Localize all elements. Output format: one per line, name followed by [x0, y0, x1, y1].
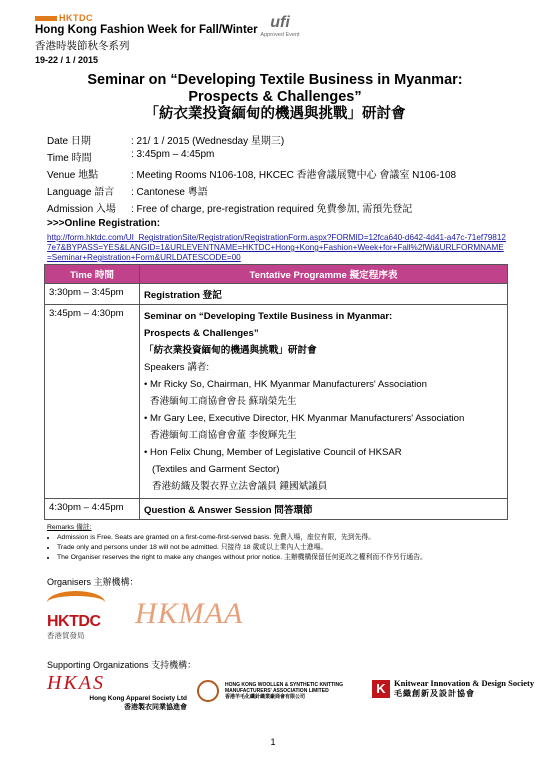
title-line1: Seminar on “Developing Textile Business in Myanmar: — [87, 72, 463, 88]
event-title: Hong Kong Fashion Week for Fall/Winter — [35, 24, 258, 36]
seminar-title — [60, 72, 490, 123]
title-line3: 「紡衣業投資緬甸的機遇與挑戰」研討會 — [144, 106, 406, 122]
speaker-2: • Mr Gary Lee, Executive Director, HK Myanmar Manufacturers' Association — [144, 413, 465, 424]
hkmaa-logo: HKMAA — [135, 597, 244, 630]
speaker-2-cn: 香港緬甸工商協會會董 李俊輝先生 — [150, 430, 297, 441]
row-time: 3:30pm – 3:45pm — [45, 284, 140, 305]
seminar-line1: Seminar on “Developing Textile Business in Myanmar: — [144, 311, 393, 322]
programme-table — [44, 264, 508, 520]
table-header-row — [45, 265, 508, 284]
col-programme-header: Tentative Programme 擬定程序表 — [140, 265, 508, 284]
list-item: • Trade only and persons under 18 will not be admitted. 只接待 18 歲或以上業內人士進場。 — [57, 543, 427, 553]
hktdc-arc-icon — [47, 591, 105, 614]
event-dates: 19-22 / 1 / 2015 — [35, 55, 99, 65]
emblem-icon — [197, 680, 219, 702]
hktdc-logo: HKTDC 香港貿發局 — [47, 591, 107, 641]
page-number: 1 — [270, 737, 276, 747]
speaker-3: • Hon Felix Chung, Member of Legislative Council of HKSAR — [144, 447, 402, 458]
detail-date: Date 日期 : 21/ 1 / 2015 (Wednesday 星期三) — [47, 136, 285, 147]
ufi-logo: ufi Approved Event — [260, 14, 300, 38]
speaker-3-sector: (Textiles and Garment Sector) — [152, 464, 280, 475]
speaker-1: • Mr Ricky So, Chairman, HK Myanmar Manufacturers' Association — [144, 379, 427, 390]
hktdc-header-logo: HKTDC — [35, 13, 93, 23]
detail-language: Language 語言 : Cantonese 粵語 — [47, 187, 208, 198]
supporting-label: Supporting Organizations 支持機構： — [47, 660, 197, 670]
seminar-line2: Prospects & Challenges” — [144, 328, 259, 339]
event-title-cn: 香港時裝節秋冬系列 — [35, 40, 130, 52]
remarks — [47, 523, 427, 563]
seminar-line3: 「紡衣業投資緬甸的機遇與挑戰」研討會 — [144, 345, 317, 356]
row-time: 3:45pm – 4:30pm — [45, 305, 140, 499]
col-time-header: Time 時間 — [45, 265, 140, 284]
hkas-logo: HKAS Hong Kong Apparel Society Ltd 香港製衣同業協進會 — [47, 672, 187, 711]
detail-time: Time 時間 : 3:45pm – 4:45pm — [47, 149, 215, 164]
organisers-label: Organisers 主辦機構： — [47, 577, 139, 587]
speakers-label: Speakers 講者: — [144, 362, 210, 373]
row-registration: Registration 登記 — [140, 284, 508, 305]
remarks-heading: Remarks 備註: — [47, 524, 92, 531]
table-row — [45, 499, 508, 520]
detail-admission: Admission 入場 : Free of charge, pre-registration required 免費參加, 需預先登記 — [47, 204, 413, 215]
k-mark-icon: K — [372, 680, 390, 698]
registration-link[interactable]: http://form.hktdc.com/UI_RegistrationSite/Registration/RegistrationForm.aspx?FORMID=12fca640-d642-4d41-a47c-71ef798127e7&BYPASS=YES&LANGID=1&URLEVENTNAME=HKTDC+Hong+Kong+Fashion+Week+for+Fall%2fWi&URLFORMNAME=Seminar+Registration+Form&URLDATESCODE=00 — [47, 233, 506, 262]
title-line2: Prospects & Challenges” — [188, 89, 362, 105]
list-item: • The Organiser reserves the right to make any changes without prior notice. 主辦機構保留任何更改之權利而不作另行通告。 — [57, 553, 427, 563]
event-details — [47, 132, 456, 217]
detail-venue: Venue 地點 : Meeting Rooms N106-108, HKCEC 香港會議展覽中心 會議室 N106-108 — [47, 170, 457, 181]
row-qa: Question & Answer Session 問答環節 — [140, 499, 508, 520]
online-registration-heading: >>>Online Registration: — [47, 218, 161, 229]
list-item: • Admission is Free. Seats are granted on a first-come-first-served basis. 免費入場，座位有限，先到先得。 — [57, 533, 427, 543]
woollen-association-logo: HONG KONG WOOLLEN & SYNTHETIC KNITTING MANUFACTURERS' ASSOCIATION LIMITED 香港羊毛化纖針織業廠商會有限公司 — [197, 680, 362, 702]
table-row — [45, 305, 508, 499]
speaker-1-cn: 香港緬甸工商協會會長 蘇瑞榮先生 — [150, 396, 297, 407]
row-seminar — [140, 305, 508, 499]
speaker-3-cn: 香港紡織及製衣界立法會議員 鍾國斌議員 — [152, 481, 328, 492]
row-time: 4:30pm – 4:45pm — [45, 499, 140, 520]
remarks-list — [47, 533, 427, 563]
knitwear-society-logo: K Knitwear Innovation & Design Society 毛織創新及設計協會 — [372, 678, 534, 699]
table-row — [45, 284, 508, 305]
